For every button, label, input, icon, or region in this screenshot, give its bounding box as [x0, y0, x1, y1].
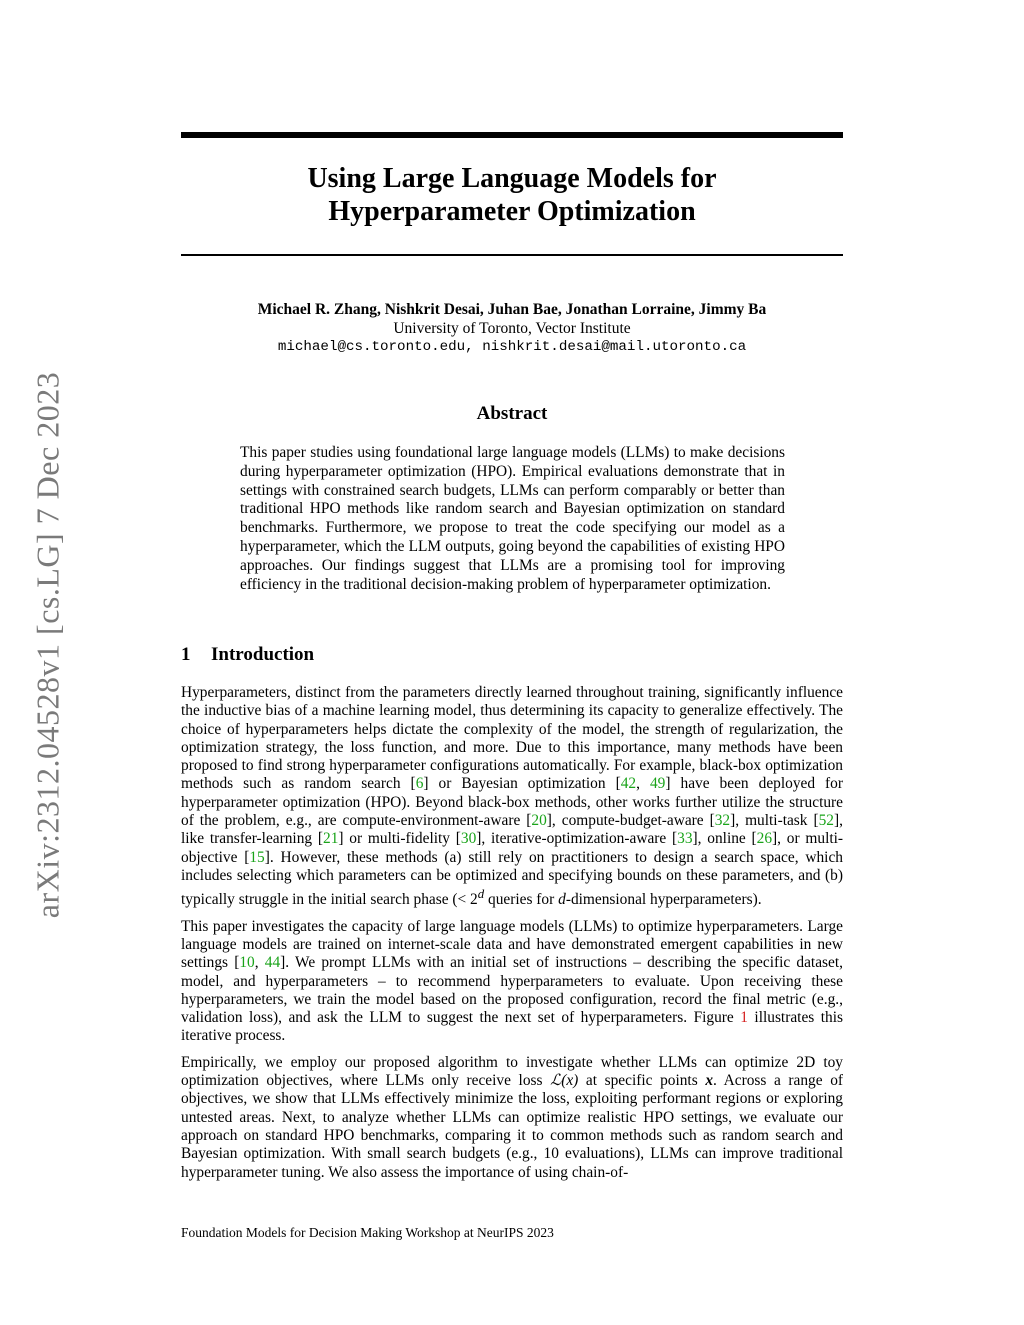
citation-link[interactable]: 42 [620, 775, 637, 793]
intro-paragraph-1: Hyperparameters, distinct from the parameters directly learned throughout training, significantly influence the inductive bias of a machine learning model, thus determining its capacity to generalize effectively. The choice of hyperparameters helps dictate the complexity of the model, the strength of regularization, the optimization strategy, the loss function, and more. Due to this importance, many methods have been proposed to find strong hyperparameter configurations automatically. For example, black-box optimization methods such as random search [6] or Bayesian optimization [42, 49] have been deployed for hyperparameter optimization (HPO). Beyond black-box methods, other works further utilize the structure of the problem, e.g., are compute-environment-aware [20], compute-budget-aware [32], multi-task [52], like transfer-learning [21] or multi-fidelity [30], iterative-optimization-aware [33], online [26], or multi-objective [15]. However, these methods (a) still rely on practitioners to design a search space, which includes selecting which parameters can be optimized and specifying bounds on these parameters, and (b) typically struggle in the initial search phase (< $2^d$ queries for d-dimensional hyperparameters). [181, 684, 844, 909]
author-block [181, 300, 843, 357]
author-names: Michael R. Zhang, Nishkrit Desai, Juhan Bae, Jonathan Lorraine, Jimmy Ba [257, 301, 767, 318]
title-line-2: Hyperparameter Optimization [328, 196, 696, 227]
citation-link[interactable]: 15 [249, 848, 265, 866]
citation-link[interactable]: 49 [649, 775, 666, 793]
citation-link[interactable]: 20 [531, 812, 547, 830]
section-heading-introduction [181, 644, 314, 666]
citation-link[interactable]: 10 [239, 954, 255, 972]
citation-link[interactable]: 21 [323, 830, 339, 848]
citation-link[interactable]: 30 [460, 830, 477, 848]
paper-title [181, 162, 843, 228]
citation-link[interactable]: 44 [264, 954, 281, 972]
citation-link[interactable]: 32 [714, 812, 731, 830]
intro-paragraph-2: This paper investigates the capacity of large language models (LLMs) to optimize hyperparameters. Large language models are trained on internet-scale data and have demonstrated emergent capabilities in new settings [10, 44]. We prompt LLMs with an initial set of instructions – describing the specific dataset, model, and hyperparameters – to recommend hyperparameters to evaluate. Upon receiving these hyperparameters, we train the model based on the proposed configuration, record the final metric (e.g., validation loss), and ask the LLM to suggest the next set of hyperparameters. Figure 1 illustrates this iterative process. [181, 917, 843, 1045]
section-title: Introduction [211, 644, 315, 665]
citation-link[interactable]: 26 [756, 830, 773, 848]
figure-reference-link[interactable]: 1 [740, 1009, 748, 1027]
title-line-1: Using Large Language Models for [307, 163, 717, 194]
page-footer: Foundation Models for Decision Making Workshop at NeurIPS 2023 [181, 1225, 554, 1240]
title-top-rule [181, 132, 843, 138]
citation-link[interactable]: 6 [415, 775, 424, 793]
citation-link[interactable]: 33 [677, 830, 693, 848]
abstract-heading: Abstract [476, 403, 548, 424]
arxiv-sidebar-stamp: arXiv:2312.04528v1 [cs.LG] 7 Dec 2023 [29, 371, 66, 919]
author-affiliation: University of Toronto, Vector Institute [393, 320, 631, 337]
citation-link[interactable]: 52 [818, 812, 834, 830]
introduction-body [181, 684, 843, 1190]
author-emails: michael@cs.toronto.edu, nishkrit.desai@mail.utoronto.ca [277, 339, 747, 355]
section-number: 1 [181, 644, 191, 665]
abstract-text: This paper studies using foundational large language models (LLMs) to make decisions during hyperparameter optimization (HPO). Empirical evaluations demonstrate that in settings with constrained search budgets, LLMs can perform comparably or better than traditional HPO methods like random search and Bayesian optimization on standard benchmarks. Furthermore, we propose to treat the code specifying our model as a hyperparameter, which the LLM outputs, going beyond the capabilities of existing HPO approaches. Our findings suggest that LLMs are a promising tool for improving efficiency in the traditional decision-making problem of hyperparameter optimization. [240, 444, 785, 593]
intro-paragraph-3: Empirically, we employ our proposed algorithm to investigate whether LLMs can optimize 2D toy optimization objectives, where LLMs only receive loss ℒ(x) at specific points x. Across a range of objectives, we show that LLMs effectively minimize the loss, exploiting performant regions or exploring untested areas. Next, to analyze whether LLMs can optimize realistic HPO settings, we evaluate our approach on standard HPO benchmarks, comparing it to common methods such as random search and Bayesian optimization. With small search budgets (e.g., 10 evaluations), LLMs can improve traditional hyperparameter tuning. We also assess the importance of using chain-of- [181, 1053, 844, 1181]
title-bottom-rule [181, 254, 843, 256]
